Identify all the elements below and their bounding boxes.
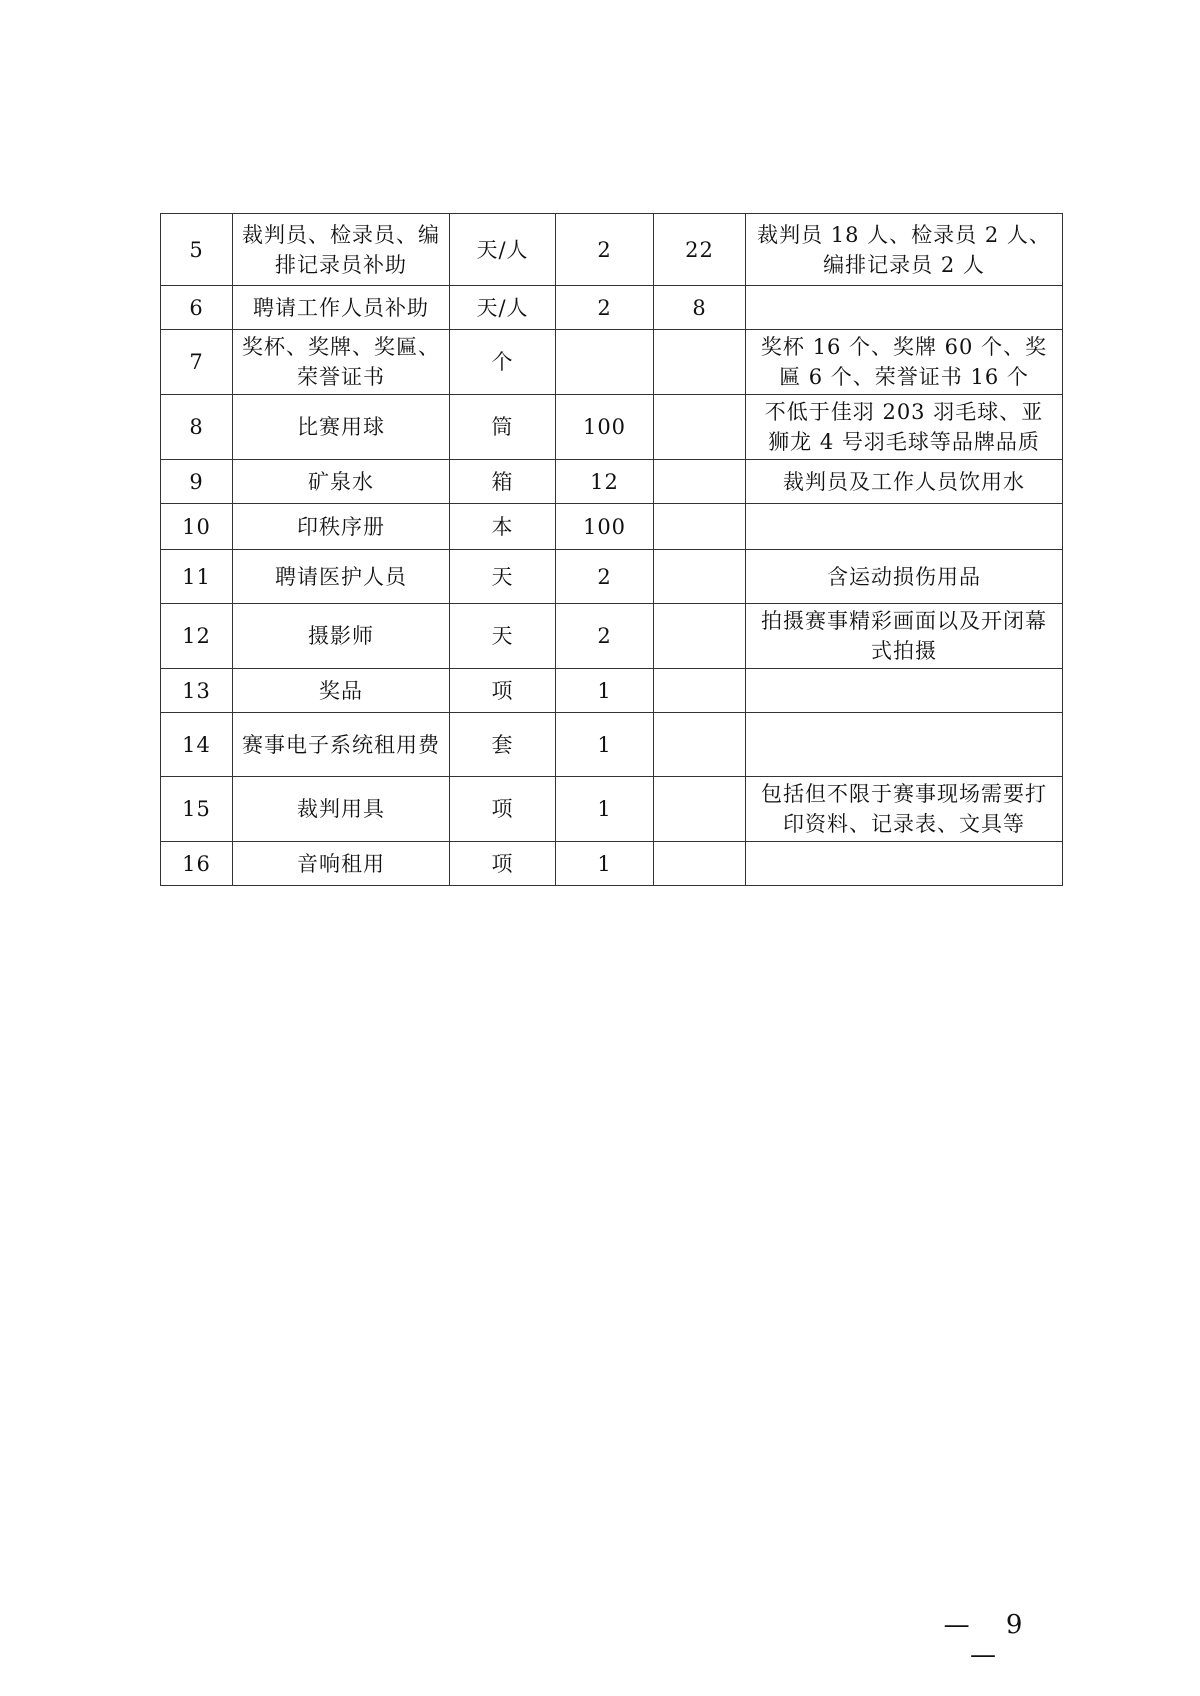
unit: 项 xyxy=(450,669,556,713)
quantity: 2 xyxy=(556,286,654,330)
note xyxy=(746,713,1063,777)
table-row xyxy=(161,504,1063,550)
people-count xyxy=(654,669,746,713)
unit: 项 xyxy=(450,777,556,842)
unit: 本 xyxy=(450,504,556,550)
note: 裁判员及工作人员饮用水 xyxy=(746,460,1063,504)
row-number: 12 xyxy=(161,604,233,669)
table-row xyxy=(161,395,1063,460)
people-count xyxy=(654,842,746,886)
people-count xyxy=(654,395,746,460)
table-row xyxy=(161,330,1063,395)
table-row xyxy=(161,842,1063,886)
row-number: 7 xyxy=(161,330,233,395)
table-row xyxy=(161,286,1063,330)
people-count xyxy=(654,504,746,550)
unit: 天/人 xyxy=(450,214,556,286)
row-number: 13 xyxy=(161,669,233,713)
row-number: 11 xyxy=(161,550,233,604)
people-count: 8 xyxy=(654,286,746,330)
row-number: 15 xyxy=(161,777,233,842)
row-number: 16 xyxy=(161,842,233,886)
table-row xyxy=(161,604,1063,669)
unit: 天 xyxy=(450,550,556,604)
row-number: 9 xyxy=(161,460,233,504)
row-number: 8 xyxy=(161,395,233,460)
note xyxy=(746,842,1063,886)
row-number: 5 xyxy=(161,214,233,286)
quantity: 100 xyxy=(556,504,654,550)
note xyxy=(746,504,1063,550)
quantity: 1 xyxy=(556,669,654,713)
budget-table xyxy=(160,213,1063,886)
item-name: 赛事电子系统租用费 xyxy=(233,713,450,777)
item-name: 奖品 xyxy=(233,669,450,713)
row-number: 6 xyxy=(161,286,233,330)
item-name: 奖杯、奖牌、奖匾、荣誉证书 xyxy=(233,330,450,395)
quantity: 1 xyxy=(556,713,654,777)
item-name: 印秩序册 xyxy=(233,504,450,550)
people-count xyxy=(654,460,746,504)
table-row xyxy=(161,777,1063,842)
quantity: 1 xyxy=(556,842,654,886)
quantity: 2 xyxy=(556,550,654,604)
people-count: 22 xyxy=(654,214,746,286)
note: 不低于佳羽 203 羽毛球、亚狮龙 4 号羽毛球等品牌品质 xyxy=(746,395,1063,460)
unit: 筒 xyxy=(450,395,556,460)
table-row xyxy=(161,460,1063,504)
item-name: 裁判用具 xyxy=(233,777,450,842)
item-name: 音响租用 xyxy=(233,842,450,886)
quantity: 12 xyxy=(556,460,654,504)
quantity: 2 xyxy=(556,214,654,286)
note: 奖杯 16 个、奖牌 60 个、奖匾 6 个、荣誉证书 16 个 xyxy=(746,330,1063,395)
note xyxy=(746,669,1063,713)
unit: 箱 xyxy=(450,460,556,504)
unit: 天/人 xyxy=(450,286,556,330)
item-name: 裁判员、检录员、编排记录员补助 xyxy=(233,214,450,286)
note: 包括但不限于赛事现场需要打印资料、记录表、文具等 xyxy=(746,777,1063,842)
note: 裁判员 18 人、检录员 2 人、编排记录员 2 人 xyxy=(746,214,1063,286)
item-name: 聘请工作人员补助 xyxy=(233,286,450,330)
item-name: 摄影师 xyxy=(233,604,450,669)
people-count xyxy=(654,604,746,669)
unit: 个 xyxy=(450,330,556,395)
quantity: 100 xyxy=(556,395,654,460)
row-number: 10 xyxy=(161,504,233,550)
quantity: 1 xyxy=(556,777,654,842)
people-count xyxy=(654,713,746,777)
table-row xyxy=(161,550,1063,604)
table-row xyxy=(161,214,1063,286)
row-number: 14 xyxy=(161,713,233,777)
people-count xyxy=(654,777,746,842)
people-count xyxy=(654,550,746,604)
item-name: 矿泉水 xyxy=(233,460,450,504)
unit: 项 xyxy=(450,842,556,886)
table-row xyxy=(161,669,1063,713)
quantity: 2 xyxy=(556,604,654,669)
people-count xyxy=(654,330,746,395)
note xyxy=(746,286,1063,330)
page-number: — 9 — xyxy=(943,1610,1037,1670)
table-row xyxy=(161,713,1063,777)
unit: 天 xyxy=(450,604,556,669)
item-name: 比赛用球 xyxy=(233,395,450,460)
unit: 套 xyxy=(450,713,556,777)
note: 拍摄赛事精彩画面以及开闭幕式拍摄 xyxy=(746,604,1063,669)
note: 含运动损伤用品 xyxy=(746,550,1063,604)
quantity xyxy=(556,330,654,395)
item-name: 聘请医护人员 xyxy=(233,550,450,604)
